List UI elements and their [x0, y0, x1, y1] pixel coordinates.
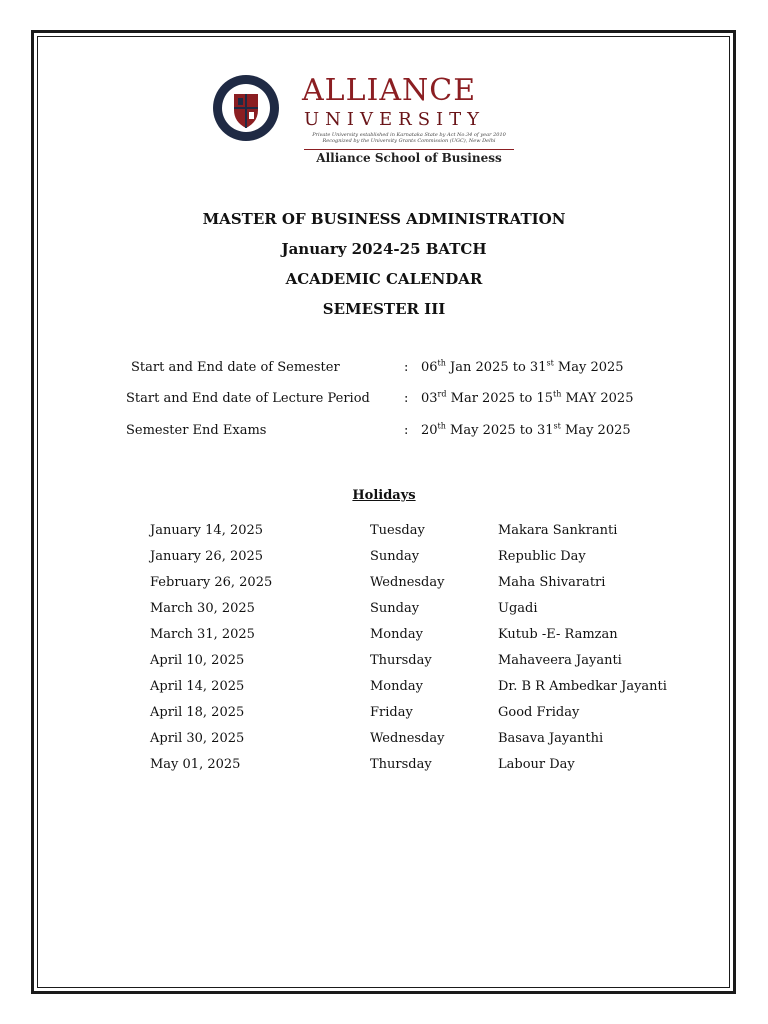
holiday-name: Makara Sankranti: [498, 523, 618, 538]
page-border: [31, 30, 736, 994]
value-part: May 2025: [560, 423, 631, 438]
holiday-date: March 30, 2025: [150, 601, 255, 616]
table-row: [0, 575, 768, 593]
holiday-day: Monday: [370, 627, 423, 642]
holiday-date: May 01, 2025: [150, 757, 241, 772]
program-title: MASTER OF BUSINESS ADMINISTRATION: [202, 210, 566, 228]
holiday-day: Sunday: [370, 549, 420, 564]
table-row: [0, 679, 768, 697]
table-row: [0, 523, 768, 541]
value-part: May 2025 to 31: [445, 423, 554, 438]
holiday-name: Basava Jayanthi: [498, 731, 604, 746]
holiday-day: Sunday: [370, 601, 420, 616]
holiday-day: Friday: [370, 705, 413, 720]
ordinal-suffix: rd: [437, 389, 447, 399]
table-row: [0, 627, 768, 645]
logo-tagline: [304, 132, 514, 144]
table-row: [0, 601, 768, 619]
holiday-date: January 26, 2025: [150, 549, 264, 564]
holidays-heading: Holidays: [352, 488, 416, 503]
table-row: [0, 549, 768, 567]
holiday-day: Wednesday: [370, 575, 445, 590]
ordinal-suffix: st: [553, 421, 561, 431]
value-part: 03: [421, 391, 438, 406]
schedule-label: Start and End date of Semester: [131, 360, 340, 375]
holiday-day: Thursday: [370, 653, 432, 668]
holiday-name: Republic Day: [498, 549, 586, 564]
holiday-day: Wednesday: [370, 731, 445, 746]
schedule-value: [421, 423, 631, 439]
semester-title: SEMESTER III: [322, 300, 446, 318]
schedule-colon: :: [404, 423, 409, 438]
schedule-value: [421, 360, 624, 376]
university-logo: [212, 70, 512, 170]
holiday-name: Dr. B R Ambedkar Jayanti: [498, 679, 667, 694]
holiday-name: Mahaveera Jayanti: [498, 653, 622, 668]
holiday-date: April 30, 2025: [150, 731, 245, 746]
holiday-date: February 26, 2025: [150, 575, 273, 590]
value-part: Jan 2025 to 31: [445, 360, 547, 375]
university-seal-icon: [212, 74, 280, 142]
holiday-date: January 14, 2025: [150, 523, 264, 538]
holiday-date: April 10, 2025: [150, 653, 245, 668]
logo-tagline-line: Private University established in Karnataka State by Act No.34 of year 2010: [312, 132, 506, 138]
schedule-colon: :: [404, 391, 409, 406]
logo-wordmark-bottom: UNIVERSITY: [304, 109, 486, 130]
value-part: 06: [421, 360, 438, 375]
holiday-date: March 31, 2025: [150, 627, 255, 642]
school-name: Alliance School of Business: [304, 149, 514, 165]
value-part: MAY 2025: [561, 391, 634, 406]
holiday-date: April 14, 2025: [150, 679, 245, 694]
calendar-title: ACADEMIC CALENDAR: [285, 270, 483, 288]
holiday-name: Kutub -E- Ramzan: [498, 627, 618, 642]
holiday-day: Tuesday: [370, 523, 425, 538]
value-part: May 2025: [553, 360, 624, 375]
table-row: [0, 653, 768, 671]
table-row: [0, 757, 768, 775]
holiday-day: Thursday: [370, 757, 432, 772]
schedule-label: Semester End Exams: [126, 423, 267, 438]
holiday-name: Labour Day: [498, 757, 575, 772]
holiday-date: April 18, 2025: [150, 705, 245, 720]
holiday-name: Good Friday: [498, 705, 580, 720]
logo-wordmark-top: ALLIANCE: [302, 73, 477, 108]
table-row: [0, 731, 768, 749]
ordinal-suffix: th: [552, 389, 562, 399]
schedule-value: [421, 391, 633, 407]
ordinal-suffix: th: [437, 421, 446, 431]
table-row: [0, 705, 768, 723]
schedule-colon: :: [404, 360, 409, 375]
batch-title: January 2024-25 BATCH: [281, 240, 487, 258]
value-part: Mar 2025 to 15: [446, 391, 553, 406]
logo-tagline-line: Recognized by the University Grants Commission (UGC), New Delhi: [322, 138, 496, 144]
holiday-name: Maha Shivaratri: [498, 575, 606, 590]
value-part: 20: [421, 423, 438, 438]
holiday-day: Monday: [370, 679, 423, 694]
holiday-name: Ugadi: [498, 601, 538, 616]
ordinal-suffix: th: [437, 358, 446, 368]
schedule-label: Start and End date of Lecture Period: [126, 391, 370, 406]
ordinal-suffix: st: [546, 358, 554, 368]
